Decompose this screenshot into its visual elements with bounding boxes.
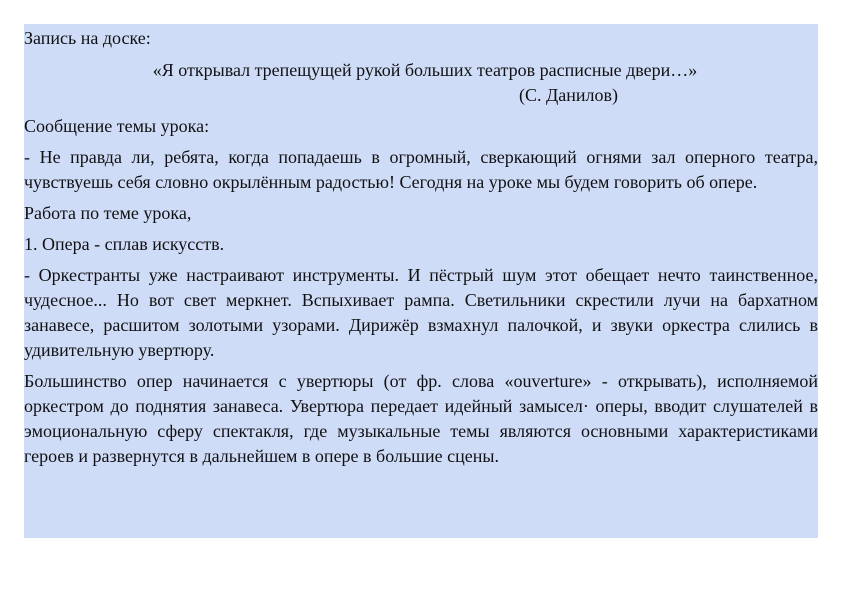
work-heading: Работа по теме урока, bbox=[24, 203, 192, 223]
epigraph-quote: «Я открывал трепещущей рукой больших театров расписные двери…» bbox=[152, 60, 698, 80]
board-heading: Запись на доске: bbox=[24, 28, 151, 48]
epigraph-author: (С. Данилов) bbox=[518, 85, 618, 105]
orchestra-paragraph: - Оркестранты уже настраивают инструменты. И пёстрый шум этот обещает нечто таинственное, чудесное... Но вот свет меркнет. Вспыхивает рампа. Светильники скрестили лучи на бархатном занавесе, расшитом золотыми узорами. Дирижёр взмахнул палочкой, и звуки оркестра слились в удивительную увертюру. bbox=[24, 265, 818, 360]
overture-paragraph: Большинство опер начинается с увертюры (от фр. слова «ouverture» - открывать), исполняемой оркестром до поднятия занавеса. Увертюра передает идейный замысел· оперы, вводит слушателей в эмоциональную сферу спектакля, где музыкальные темы являются основными характеристиками героев и развернутся в дальнейшем в опере в большие сцены. bbox=[24, 371, 818, 466]
topic-heading: Сообщение темы урока: bbox=[24, 116, 210, 136]
topic-paragraph: - Не правда ли, ребята, когда попадаешь в огромный, сверкающий огнями зал оперного театра, чувствуешь себя словно окрылённым радостью! Сегодня на уроке мы будем говорить об опере. bbox=[24, 147, 818, 192]
section-title: 1. Опера - сплав искусств. bbox=[24, 234, 225, 254]
text-block bbox=[24, 24, 818, 538]
